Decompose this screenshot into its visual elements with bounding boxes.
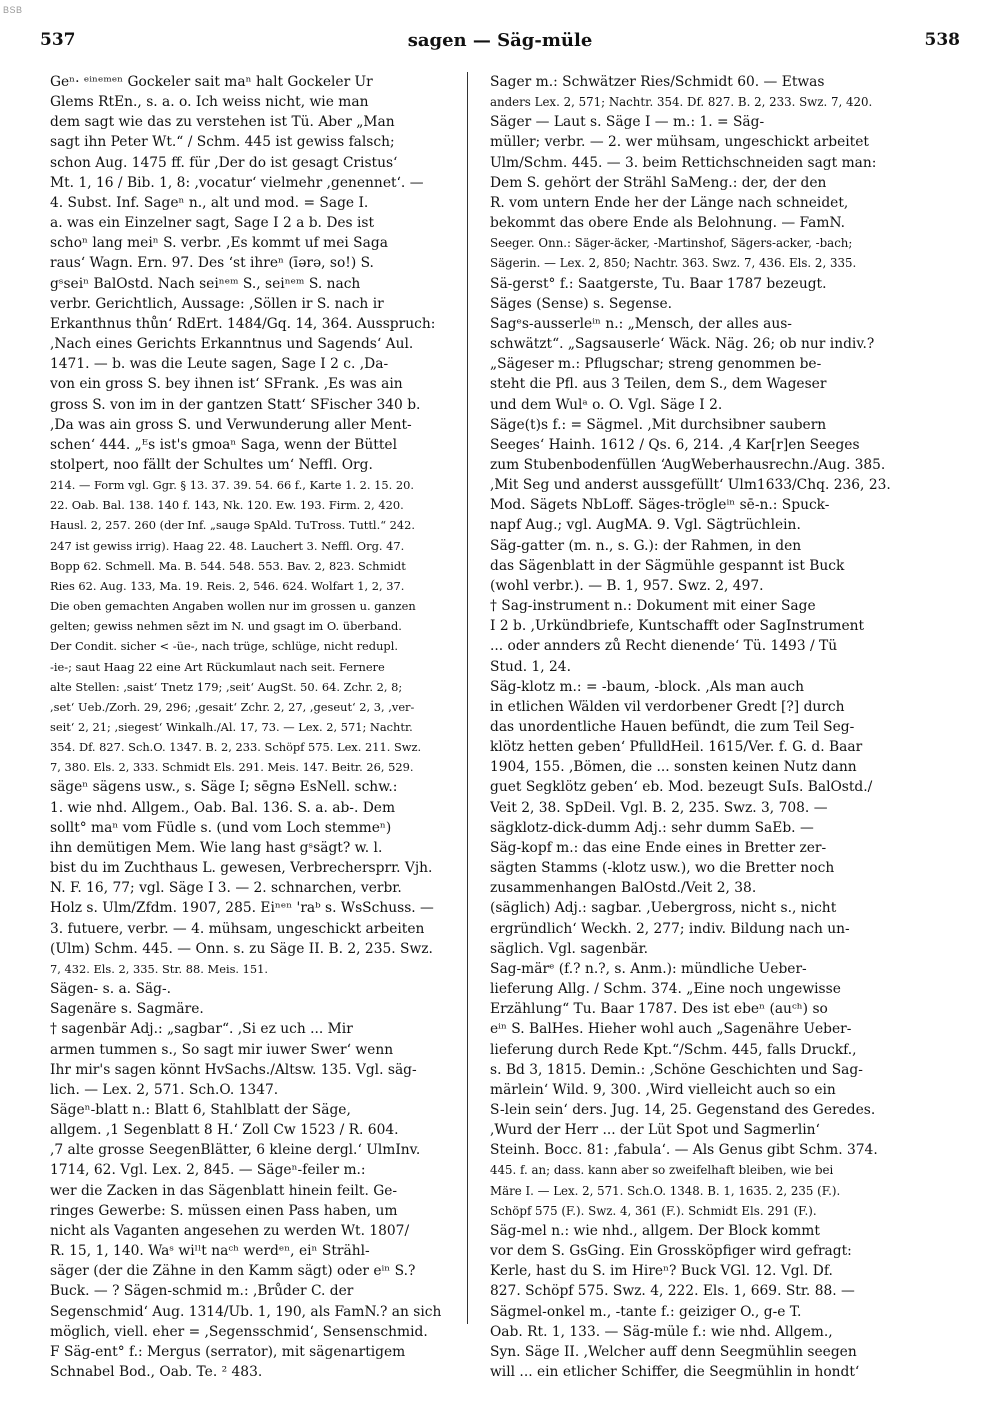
- page-number-right: 538: [924, 30, 960, 50]
- text-line: schoⁿ lang meiⁿ S. verbr. ,Es kommt uf mei Saga: [50, 235, 388, 252]
- text-line: Sägen- s. a. Säg-.: [50, 981, 172, 998]
- text-line: Sägerin. — Lex. 2, 850; Nachtr. 363. Swz. 7, 436. Els. 2, 335.: [490, 256, 857, 271]
- text-line: Erzählung“ Tu. Baar 1787. Des ist ebeⁿ (auᶜʰ) so: [490, 1001, 828, 1018]
- text-line: lich. — Lex. 2, 571. Sch.O. 1347.: [50, 1081, 279, 1098]
- text-line: will ... ein etlicher Schiffer, die Seegmühlin in hondt‘: [490, 1364, 860, 1380]
- text-line: † sagenbär Adj.: „sagbar“. ,Si ez uch ... Mir: [50, 1021, 353, 1038]
- text-line: Buck. — ? Sägen-schmid m.: ,Brůder C. der: [50, 1283, 354, 1300]
- column-divider: [467, 72, 468, 1324]
- text-line: Säg-klotz m.: = -baum, -block. ,Als man auch: [490, 678, 804, 695]
- text-line: Bopp 62. Schmell. Ma. B. 544. 548. 553. Bav. 2, 823. Schmidt: [50, 558, 406, 573]
- text-line: ,7 alte grosse SeegenBlätter, 6 kleine dergl.‘ UlmInv.: [50, 1142, 421, 1159]
- text-line: S-lein sein‘ ders. Jug. 14, 25. Gegenstand des Geredes.: [490, 1101, 876, 1118]
- text-line: märlein‘ Wild. 9, 300. ,Wird vielleicht auch so ein: [490, 1081, 836, 1098]
- text-line: Sägmel-onkel m., -tante f.: geiziger O., g-e T.: [490, 1303, 802, 1320]
- text-line: das unordentliche Hauen befündt, die zum Teil Seg-: [490, 719, 855, 735]
- text-line: lieferung Allg. / Schm. 374. „Eine noch ungewisse: [490, 981, 841, 998]
- text-line: allgem. ,1 Segenblatt 8 H.‘ Zoll Cw 1523 / R. 604.: [50, 1122, 399, 1139]
- text-line: eⁱⁿ S. BalHes. Hieher wohl auch „Sagenähre Ueber-: [490, 1021, 852, 1038]
- text-line: vor dem S. GsGing. Ein Grossköpfiger wird gefragt:: [490, 1243, 852, 1260]
- text-line: dem sagt wie das zu verstehen ist Tü. Aber „Man: [50, 114, 395, 131]
- left-column: [50, 72, 460, 1382]
- text-line: † Sag-instrument n.: Dokument mit einer Sage: [490, 598, 816, 615]
- text-line: N. F. 16, 77; vgl. Säge I 3. — 2. schnarchen, verbr.: [50, 880, 402, 897]
- text-line: zum Stubenbodenfüllen ‘AugWeberhausrechn./Aug. 385.: [490, 456, 886, 473]
- text-line: gross S. von im in der gantzen Statt‘ SFischer 340 b.: [50, 396, 421, 413]
- text-line: 3. futuere, verbr. — 4. mühsam, ungeschickt arbeiten: [50, 920, 425, 937]
- text-line: von ein gross S. bey ihnen ist‘ SFrank. ,Es was ain: [50, 376, 403, 393]
- text-line: a. was ein Einzelner sagt, Sage I 2 a b. Des ist: [50, 215, 375, 232]
- text-line: Säge(t)s f.: = Sägmel. ,Mit durchsibner saubern: [490, 416, 827, 433]
- text-line: Hausl. 2, 257. 260 (der Inf. „saugə SpAld. TuTross. Tuttl.“ 242.: [50, 518, 416, 533]
- text-line: Veit 2, 38. SpDeil. Vgl. B. 2, 235. Swz. 3, 708. —: [490, 799, 828, 816]
- text-line: „Sägeser m.: Pflugschar; streng genommen be-: [490, 356, 822, 373]
- text-line: 7, 432. Els. 2, 335. Str. 88. Meis. 151.: [50, 961, 269, 976]
- text-line: sägklotz-dick-dumm Adj.: sehr dumm SaEb. —: [490, 819, 814, 836]
- page-header: [40, 30, 960, 56]
- text-line: 445. f. an; dass. kann aber so zweifelhaft bleiben, wie bei: [490, 1163, 834, 1178]
- text-line: Säger — Laut s. Säge I — m.: 1. = Säg-: [490, 114, 765, 131]
- text-line: Kerle, hast du S. im Hireⁿ? Buck VGl. 12. Vgl. Df.: [490, 1263, 833, 1280]
- running-title: sagen — Säg-müle: [407, 30, 593, 51]
- text-line: Die oben gemachten Angaben wollen nur im grossen u. ganzen: [50, 599, 416, 614]
- text-line: Schöpf 575 (F.). Swz. 4, 361 (F.). Schmidt Els. 291 (F.).: [490, 1203, 817, 1218]
- text-line: Seeges‘ Hainh. 1612 / Qs. 6, 214. ,4 Kar[r]en Seeges: [490, 436, 860, 453]
- text-line: 1471. — b. was die Leute sagen, Sage I 2 c. ,Da-: [50, 356, 389, 373]
- text-line: raus‘ Wagn. Ern. 97. Des ‘st ihreⁿ (īərə, so!) S.: [50, 255, 374, 272]
- text-line: F Säg-ent° f.: Mergus (serrator), mit sägenartigem: [50, 1343, 406, 1360]
- text-line: Seeger. Onn.: Säger-äcker, -Martinshof, Sägers-acker, -bach;: [490, 236, 853, 251]
- text-line: wer die Zacken in das Sägenblatt hinein feilt. Ge-: [50, 1182, 398, 1199]
- text-line: Dem S. gehört der Strähl SaMeng.: der, der den: [490, 174, 827, 191]
- text-line: nicht als Vaganten angesehen zu werden Wt. 1807/: [50, 1222, 410, 1239]
- text-line: Ulm/Schm. 445. — 3. beim Rettichschneiden sagt man:: [490, 154, 877, 171]
- text-line: ... oder annders zů Recht dienende‘ Tü. 1493 / Tü: [490, 638, 838, 655]
- text-line: Schnabel Bod., Oab. Te. ² 483.: [50, 1364, 263, 1380]
- text-line: 354. Df. 827. Sch.O. 1347. B. 2, 233. Schöpf 575. Lex. 211. Swz.: [50, 740, 422, 755]
- text-line: -ie-; saut Haag 22 eine Art Rückumlaut nach seit. Fernere: [50, 659, 385, 674]
- library-stamp: BSB: [3, 5, 23, 15]
- text-line: guet Segklötz geben‘ eb. Mod. bezeugt SuIs. BalOstd./: [490, 779, 873, 796]
- text-line: Erkanthnus thůn‘ RdErt. 1484/Gq. 14, 364. Ausspruch:: [50, 315, 436, 332]
- text-line: s. Bd 3, 1815. Demin.: ,Schöne Geschichten und Sag-: [490, 1061, 863, 1078]
- text-line: ,Nach eines Gerichts Erkanntnus und Sagends‘ Aul.: [50, 336, 414, 353]
- text-line: sägten Stamms (-klotz usw.), wo die Bretter noch: [490, 860, 835, 877]
- text-line: (wohl verbr.). — B. 1, 957. Swz. 2, 497.: [490, 577, 764, 594]
- text-line: I 2 b. ,Urkündbriefe, Kuntschafft oder SagInstrument: [490, 618, 865, 635]
- text-line: ,Da was ain gross S. und Verwunderung aller Ment-: [50, 416, 412, 433]
- text-line: in etlichen Wälden vil verdorbener Gredt [?] durch: [490, 698, 845, 715]
- text-line: verbr. Gerichtlich, Aussage: ,Söllen ir S. nach ir: [50, 295, 384, 312]
- text-line: Sagᵉs-ausserleⁱⁿ n.: „Mensch, der alles aus-: [490, 315, 792, 332]
- text-line: müller; verbr. — 2. wer mühsam, ungeschickt arbeitet: [490, 134, 869, 151]
- text-line: Der Condit. sicher < -üe-, nach trüge, schlüge, nicht redupl.: [50, 639, 398, 654]
- text-line: Säg-kopf m.: das eine Ende eines in Bretter zer-: [490, 839, 827, 856]
- text-line: gelten; gewiss nehmen sēzt im N. und gsagt im O. überband.: [50, 619, 402, 634]
- text-line: Stud. 1, 24.: [490, 658, 571, 675]
- text-line: lieferung durch Rede Kpt.“/Schm. 445, falls Druckf.,: [490, 1041, 857, 1058]
- text-line: Ihr mir's sagen könnt HvSachs./Altsw. 135. Vgl. säg-: [50, 1061, 417, 1078]
- text-line: Sägeⁿ-blatt n.: Blatt 6, Stahlblatt der Säge,: [50, 1101, 351, 1118]
- text-line: anders Lex. 2, 571; Nachtr. 354. Df. 827. B. 2, 233. Swz. 7, 420.: [490, 95, 873, 110]
- text-line: sägeⁿ sägens usw., s. Säge I; sēgnə EsNell. schw.:: [50, 779, 398, 796]
- text-line: alte Stellen: ,saist‘ Tnetz 179; ,seit‘ AugSt. 50. 64. Zchr. 2, 8;: [50, 679, 403, 694]
- text-line: 7, 380. Els. 2, 333. Schmidt Els. 291. Meis. 147. Beitr. 26, 529.: [50, 760, 414, 775]
- text-line: steht die Pfl. aus 3 Teilen, dem S., dem Wageser: [490, 376, 827, 393]
- text-line: ,set‘ Ueb./Zorh. 29, 296; ,gesait‘ Zchr. 2, 27, ,geseut‘ 2, 3, ,ver-: [50, 699, 415, 714]
- text-line: Märe I. — Lex. 2, 571. Sch.O. 1348. B. 1, 1635. 2, 235 (F.).: [490, 1183, 841, 1198]
- text-line: Sag-märᵉ (f.? n.?, s. Anm.): mündliche Ueber-: [490, 960, 807, 977]
- text-line: ,Mit Seg und anderst aussgefüllt‘ Ulm1633/Chq. 236, 23.: [490, 477, 891, 494]
- text-line: Sager m.: Schwätzer Ries/Schmidt 60. — Etwas: [490, 74, 825, 90]
- text-line: 4. Subst. Inf. Sageⁿ n., alt und mod. = Sage I.: [50, 194, 369, 211]
- text-line: säger (der die Zähne in den Kamm sägt) oder eⁱⁿ S.?: [50, 1263, 416, 1280]
- text-line: 214. — Form vgl. Ggr. § 13. 37. 39. 54. 66 f., Karte 1. 2. 15. 20.: [50, 478, 414, 493]
- text-line: Sä-gerst° f.: Saatgerste, Tu. Baar 1787 bezeugt.: [490, 275, 827, 292]
- page-number-left: 537: [40, 30, 76, 50]
- text-line: R. vom untern Ende her der Länge nach schneidet,: [490, 194, 849, 211]
- text-line: 827. Schöpf 575. Swz. 4, 222. Els. 1, 669. Str. 88. —: [490, 1283, 855, 1300]
- text-line: ihn demütigen Mem. Wie lang hast gˢsägt? w. l.: [50, 839, 383, 856]
- text-line: sagt ihn Peter Wt.“ / Schm. 445 ist gewiss falsch;: [50, 134, 395, 151]
- text-line: Glems RtEn., s. a. o. Ich weiss nicht, wie man: [50, 94, 369, 111]
- text-line: ergründlich‘ Weckh. 2, 277; indiv. Bildung nach un-: [490, 920, 850, 937]
- text-line: Säg-gatter (m. n., s. G.): der Rahmen, in den: [490, 537, 802, 554]
- text-line: Mod. Sägets NbLoff. Säges-trögleⁱⁿ sē-n.: Spuck-: [490, 497, 830, 514]
- text-line: bekommt das obere Ende als Belohnung. — FamN.: [490, 215, 846, 232]
- text-line: säglich. Vgl. sagenbär.: [490, 940, 649, 957]
- text-line: bist du im Zuchthaus L. gewesen, Verbrechersprr. Vjh.: [50, 860, 433, 877]
- text-line: Sagenäre s. Sagmäre.: [50, 1001, 204, 1018]
- text-line: Segenschmid‘ Aug. 1314/Ub. 1, 190, als FamN.? an sich: [50, 1303, 442, 1320]
- text-line: 1. wie nhd. Allgem., Oab. Bal. 136. S. a. ab-. Dem: [50, 799, 396, 816]
- text-line: das Sägenblatt in der Sägmühle gespannt ist Buck: [490, 557, 845, 574]
- text-line: Syn. Säge II. ,Welcher auff denn Seegmühlin seegen: [490, 1343, 857, 1360]
- text-line: Säg-mel n.: wie nhd., allgem. Der Block kommt: [490, 1222, 820, 1239]
- text-line: und dem Wulᵃ o. O. Vgl. Säge I 2.: [490, 396, 723, 413]
- text-line: schen‘ 444. „ᴱs ist's gmoaⁿ Saga, wenn der Büttel: [50, 436, 397, 453]
- text-line: (Ulm) Schm. 445. — Onn. s. zu Säge II. B. 2, 235. Swz.: [50, 940, 433, 957]
- text-line: ringes Gewerbe: S. müssen einen Pass haben, um: [50, 1202, 398, 1219]
- text-line: klötz hetten geben‘ PfulldHeil. 1615/Ver. f. G. d. Baar: [490, 739, 863, 756]
- text-line: möglich, viell. eher = ,Segensschmid‘, Sensenschmid.: [50, 1323, 428, 1340]
- text-line: napf Aug.; vgl. AugMA. 9. Vgl. Sägtrüchlein.: [490, 517, 801, 534]
- text-line: 1904, 155. ,Bömen, die ... sonsten keinen Nutz dann: [490, 759, 857, 776]
- text-line: Steinh. Bocc. 81: ,fabula‘. — Als Genus gibt Schm. 374.: [490, 1142, 878, 1159]
- text-line: schon Aug. 1475 ff. für ,Der do ist gesagt Cristus‘: [50, 154, 398, 171]
- text-line: armen tummen s., So sagt mir iuwer Swer‘ wenn: [50, 1041, 394, 1058]
- text-line: Oab. Rt. 1, 133. — Säg-müle f.: wie nhd. Allgem.,: [490, 1323, 833, 1340]
- text-line: 1714, 62. Vgl. Lex. 2, 845. — Sägeⁿ-feiler m.:: [50, 1162, 366, 1179]
- text-line: seit‘ 2, 21; ,siegest‘ Winkalh./Al. 17, 73. — Lex. 2, 571; Nachtr.: [50, 720, 413, 734]
- right-column: [490, 72, 900, 1382]
- text-line: Mt. 1, 16 / Bib. 1, 8: ,vocatur‘ vielmehr ,genennet‘. —: [50, 174, 424, 191]
- text-line: ,Wurd der Herr ... der Lüt Spot und Sagmerlin‘: [490, 1122, 820, 1139]
- text-line: Ries 62. Aug. 133, Ma. 19. Reis. 2, 546. 624. Wolfart 1, 2, 37.: [50, 578, 405, 593]
- text-line: Geⁿ· ᵉⁱⁿᵉᵐᵉⁿ Gockeler sait maⁿ halt Gockeler Ur: [50, 74, 373, 90]
- text-line: sollt° maⁿ vom Füdle s. (und vom Loch stemmeⁿ): [50, 819, 392, 836]
- text-line: gˢseiⁿ BalOstd. Nach seiⁿᵉᵐ S., seiⁿᵉᵐ S. nach: [50, 275, 361, 292]
- text-line: stolpert, noo fällt der Schultes um‘ Neffl. Org.: [50, 456, 373, 473]
- text-line: 22. Oab. Bal. 138. 140 f. 143, Nk. 120. Ew. 193. Firm. 2, 420.: [50, 498, 404, 513]
- text-line: (säglich) Adj.: sagbar. ,Uebergross, nicht s., nicht: [490, 900, 837, 917]
- text-line: 247 ist gewiss irrig). Haag 22. 48. Lauchert 3. Neffl. Org. 47.: [50, 538, 405, 553]
- text-line: Holz s. Ulm/Zfdm. 1907, 285. Eiⁿᵉⁿ 'raᵇ s. WsSchuss. —: [50, 900, 434, 917]
- text-line: Säges (Sense) s. Segense.: [490, 295, 673, 312]
- text-line: R. 15, 1, 140. Waˢ wiˡˡt naᶜʰ werdᵉⁿ, eiⁿ Strähl-: [50, 1243, 370, 1260]
- text-line: zusammenhangen BalOstd./Veit 2, 38.: [490, 880, 757, 897]
- text-line: schwätzt“. „Sagsauserle‘ Wäck. Näg. 26; ob nur indiv.?: [490, 336, 875, 353]
